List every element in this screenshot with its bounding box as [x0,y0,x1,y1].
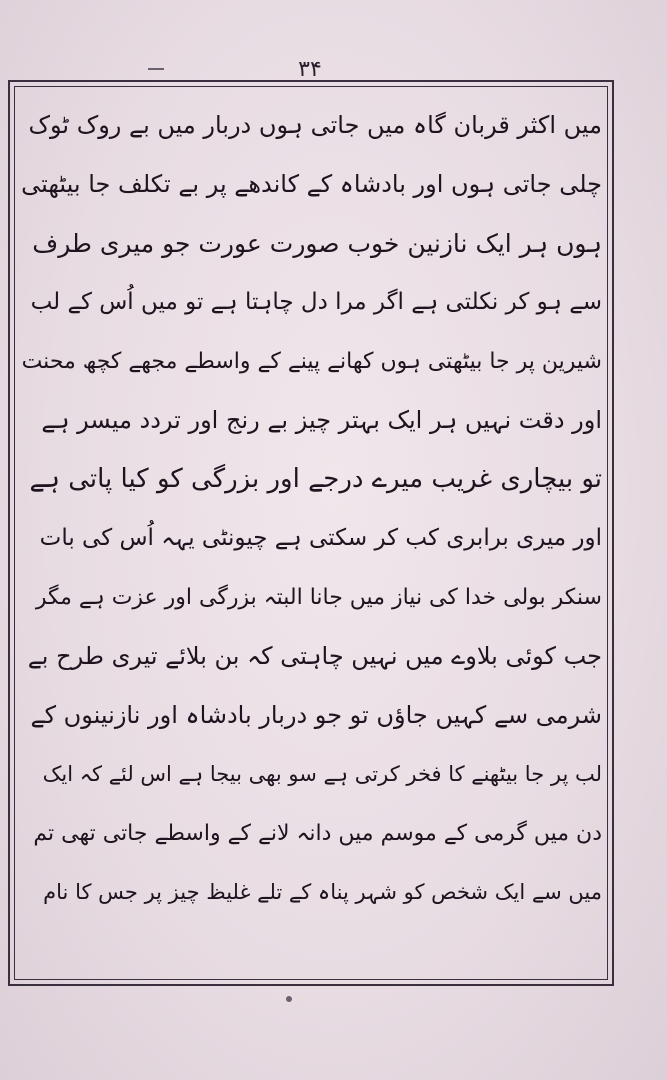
text-line: میں سے ایک شخص کو شہر پناہ کے تلے غلیظ چیز پر جس کا نام [43,880,602,904]
text-line: دن میں گرمی کے موسم میں دانہ لانے کے واسطے جاتی تھی تم [33,821,602,846]
urdu-text-block [20,96,602,922]
text-line: شرمی سے کہیں جاؤں تو جو دربار بادشاہ اور نازنینوں کے [30,701,602,729]
text-line: اور میری برابری کب کر سکتی ہے چیونٹی یہہ اُس کی بات [39,525,602,551]
page-number: ۳۴ [298,57,322,82]
text-line: شیرین پر جا بیٹھتی ہوں کھانے پینے کے واسطے مجھے کچھ محنت [21,349,602,374]
text-line: سے ہو کر نکلتی ہے اگر مرا دل چاہتا ہے تو میں اُس کے لب [30,289,602,315]
text-line: تو بیچاری غریب میرے درجے اور بزرگی کو کیا پاتی ہے [29,464,602,494]
text-line: ہوں ہر ایک نازنین خوب صورت عورت جو میری طرف [32,229,602,258]
text-line: جب کوئی بلاوے میں نہیں چاہتی کہ بن بلائے تیری طرح بے [27,642,602,670]
header-dash [148,68,164,70]
text-line: لب پر جا بیٹھنے کا فخر کرتی ہے سو بھی بیجا ہے اس لئے کہ ایک [42,762,602,786]
text-line: چلی جاتی ہوں اور بادشاہ کے کاندھے پر بے تکلف جا بیٹھتی [21,170,602,198]
footer-mark [286,996,292,1002]
page-border [8,80,614,986]
text-line: سنکر بولی خدا کی نیاز میں جانا البتہ بزرگی اور عزت ہے مگر [35,585,602,610]
text-line: اور دقت نہیں ہر ایک بہتر چیز بے رنج اور تردد میسر ہے [41,406,602,434]
text-line: میں اکثر قربان گاہ میں جاتی ہوں دربار میں بے روک ٹوک [28,111,602,139]
